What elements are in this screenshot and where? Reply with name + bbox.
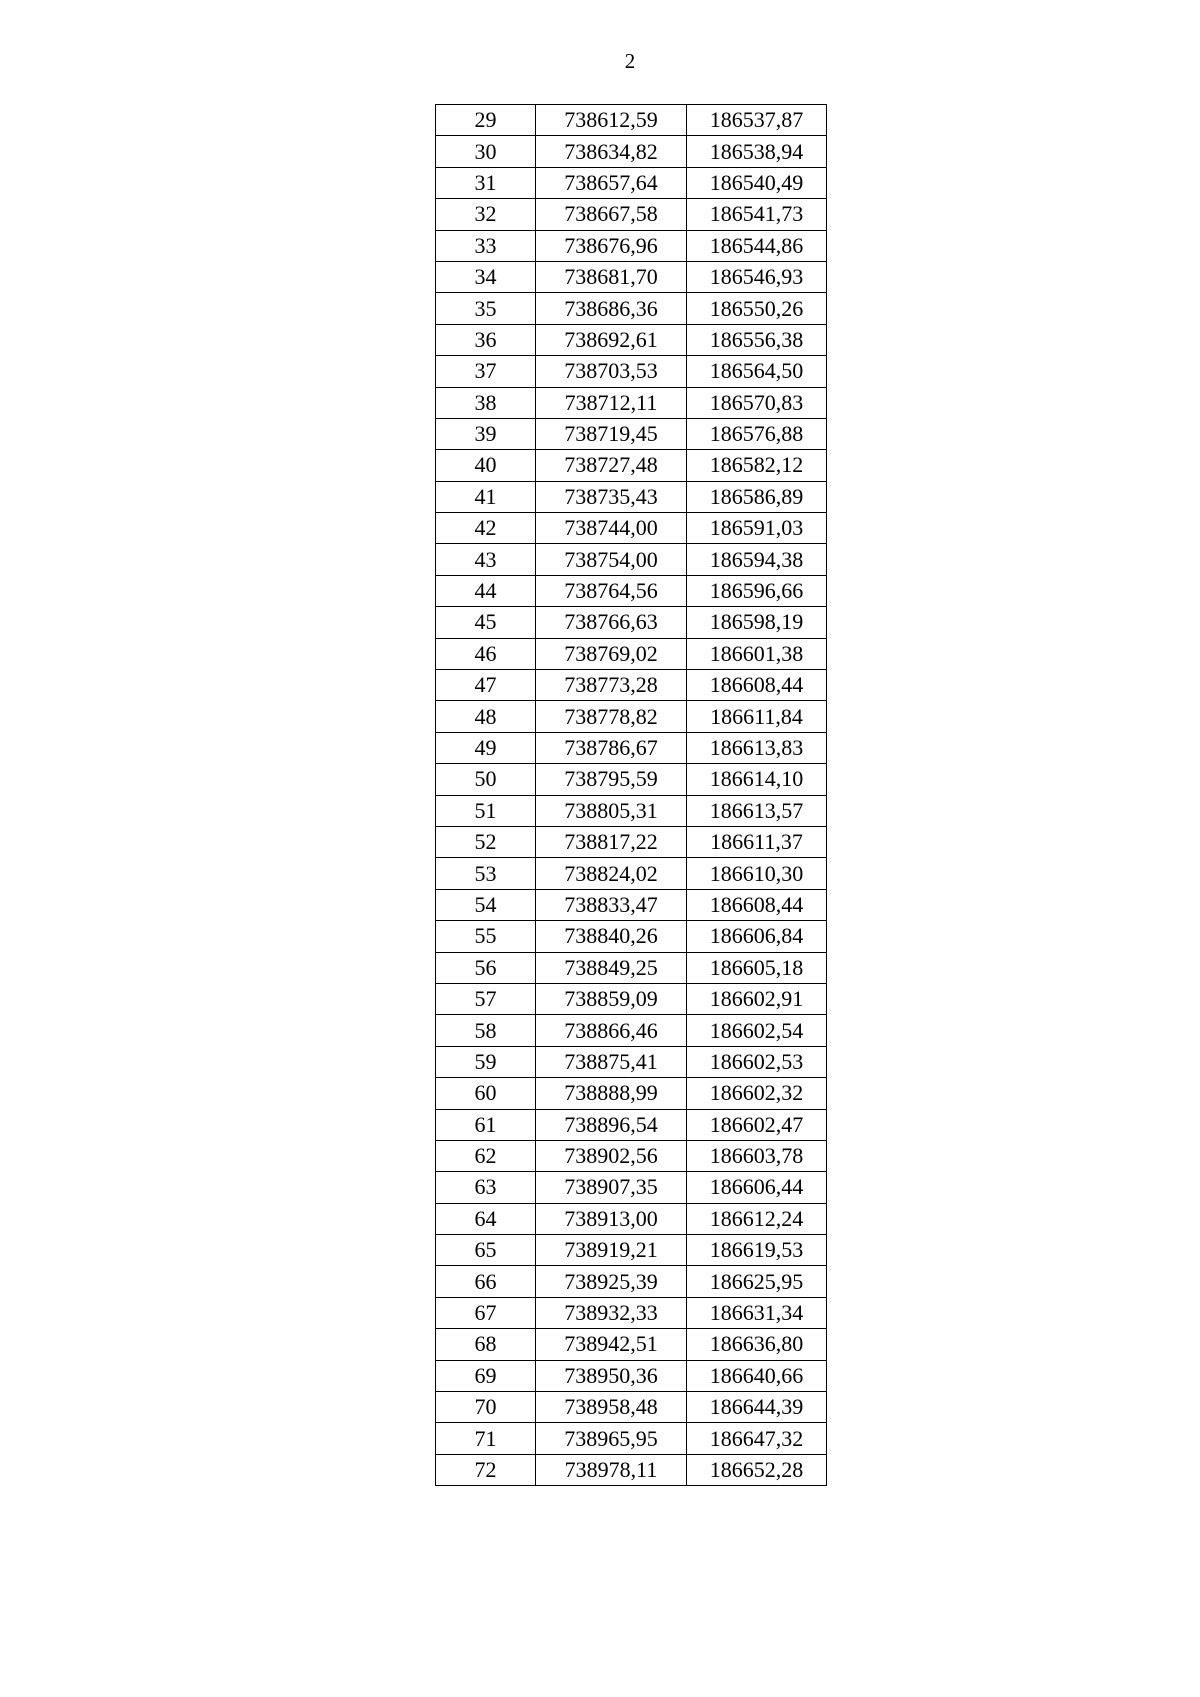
x-coordinate-cell: 738902,56 <box>536 1140 687 1171</box>
table-row <box>436 921 827 952</box>
y-coordinate-cell: 186612,24 <box>687 1203 827 1234</box>
y-coordinate-cell: 186582,12 <box>687 450 827 481</box>
table-row <box>436 230 827 261</box>
point-number-cell: 35 <box>436 293 536 324</box>
table-row <box>436 858 827 889</box>
x-coordinate-cell: 738932,33 <box>536 1297 687 1328</box>
point-number-cell: 47 <box>436 670 536 701</box>
x-coordinate-cell: 738866,46 <box>536 1015 687 1046</box>
y-coordinate-cell: 186613,83 <box>687 732 827 763</box>
x-coordinate-cell: 738958,48 <box>536 1392 687 1423</box>
x-coordinate-cell: 738712,11 <box>536 387 687 418</box>
table-row <box>436 670 827 701</box>
table-row <box>436 732 827 763</box>
point-number-cell: 66 <box>436 1266 536 1297</box>
x-coordinate-cell: 738859,09 <box>536 983 687 1014</box>
y-coordinate-cell: 186608,44 <box>687 889 827 920</box>
x-coordinate-cell: 738978,11 <box>536 1454 687 1485</box>
point-number-cell: 49 <box>436 732 536 763</box>
point-number-cell: 48 <box>436 701 536 732</box>
y-coordinate-cell: 186564,50 <box>687 356 827 387</box>
y-coordinate-cell: 186640,66 <box>687 1360 827 1391</box>
x-coordinate-cell: 738913,00 <box>536 1203 687 1234</box>
x-coordinate-cell: 738735,43 <box>536 481 687 512</box>
y-coordinate-cell: 186598,19 <box>687 607 827 638</box>
point-number-cell: 40 <box>436 450 536 481</box>
point-number-cell: 62 <box>436 1140 536 1171</box>
x-coordinate-cell: 738764,56 <box>536 575 687 606</box>
y-coordinate-cell: 186614,10 <box>687 764 827 795</box>
y-coordinate-cell: 186594,38 <box>687 544 827 575</box>
y-coordinate-cell: 186647,32 <box>687 1423 827 1454</box>
table-row <box>436 1109 827 1140</box>
point-number-cell: 44 <box>436 575 536 606</box>
table-row <box>436 1015 827 1046</box>
table-row <box>436 261 827 292</box>
point-number-cell: 30 <box>436 136 536 167</box>
point-number-cell: 43 <box>436 544 536 575</box>
y-coordinate-cell: 186541,73 <box>687 199 827 230</box>
y-coordinate-cell: 186611,84 <box>687 701 827 732</box>
y-coordinate-cell: 186602,32 <box>687 1078 827 1109</box>
point-number-cell: 33 <box>436 230 536 261</box>
x-coordinate-cell: 738875,41 <box>536 1046 687 1077</box>
table-row <box>436 450 827 481</box>
table-row <box>436 293 827 324</box>
point-number-cell: 54 <box>436 889 536 920</box>
point-number-cell: 56 <box>436 952 536 983</box>
x-coordinate-cell: 738686,36 <box>536 293 687 324</box>
point-number-cell: 59 <box>436 1046 536 1077</box>
table-row <box>436 1266 827 1297</box>
y-coordinate-cell: 186636,80 <box>687 1329 827 1360</box>
point-number-cell: 31 <box>436 167 536 198</box>
table-row <box>436 136 827 167</box>
point-number-cell: 55 <box>436 921 536 952</box>
x-coordinate-cell: 738703,53 <box>536 356 687 387</box>
y-coordinate-cell: 186556,38 <box>687 324 827 355</box>
x-coordinate-cell: 738657,64 <box>536 167 687 198</box>
table-row <box>436 701 827 732</box>
y-coordinate-cell: 186625,95 <box>687 1266 827 1297</box>
x-coordinate-cell: 738925,39 <box>536 1266 687 1297</box>
y-coordinate-cell: 186606,84 <box>687 921 827 952</box>
table-row <box>436 1235 827 1266</box>
point-number-cell: 51 <box>436 795 536 826</box>
table-row <box>436 1329 827 1360</box>
x-coordinate-cell: 738681,70 <box>536 261 687 292</box>
x-coordinate-cell: 738612,59 <box>536 105 687 136</box>
x-coordinate-cell: 738727,48 <box>536 450 687 481</box>
y-coordinate-cell: 186605,18 <box>687 952 827 983</box>
table-row <box>436 105 827 136</box>
point-number-cell: 57 <box>436 983 536 1014</box>
x-coordinate-cell: 738805,31 <box>536 795 687 826</box>
y-coordinate-cell: 186603,78 <box>687 1140 827 1171</box>
table-row <box>436 1046 827 1077</box>
table-row <box>436 1423 827 1454</box>
x-coordinate-cell: 738667,58 <box>536 199 687 230</box>
x-coordinate-cell: 738942,51 <box>536 1329 687 1360</box>
y-coordinate-cell: 186586,89 <box>687 481 827 512</box>
point-number-cell: 50 <box>436 764 536 795</box>
y-coordinate-cell: 186570,83 <box>687 387 827 418</box>
table-row <box>436 544 827 575</box>
x-coordinate-cell: 738766,63 <box>536 607 687 638</box>
y-coordinate-cell: 186606,44 <box>687 1172 827 1203</box>
point-number-cell: 37 <box>436 356 536 387</box>
y-coordinate-cell: 186540,49 <box>687 167 827 198</box>
table-row <box>436 1360 827 1391</box>
point-number-cell: 39 <box>436 418 536 449</box>
table-row <box>436 1392 827 1423</box>
table-row <box>436 889 827 920</box>
point-number-cell: 71 <box>436 1423 536 1454</box>
y-coordinate-cell: 186613,57 <box>687 795 827 826</box>
y-coordinate-cell: 186544,86 <box>687 230 827 261</box>
table-row <box>436 1078 827 1109</box>
x-coordinate-cell: 738888,99 <box>536 1078 687 1109</box>
x-coordinate-cell: 738965,95 <box>536 1423 687 1454</box>
x-coordinate-cell: 738754,00 <box>536 544 687 575</box>
y-coordinate-cell: 186591,03 <box>687 513 827 544</box>
table-row <box>436 983 827 1014</box>
x-coordinate-cell: 738950,36 <box>536 1360 687 1391</box>
y-coordinate-cell: 186619,53 <box>687 1235 827 1266</box>
table-row <box>436 199 827 230</box>
x-coordinate-cell: 738849,25 <box>536 952 687 983</box>
table-row <box>436 1297 827 1328</box>
x-coordinate-cell: 738744,00 <box>536 513 687 544</box>
x-coordinate-cell: 738840,26 <box>536 921 687 952</box>
y-coordinate-cell: 186602,53 <box>687 1046 827 1077</box>
table-row <box>436 513 827 544</box>
table-row <box>436 356 827 387</box>
x-coordinate-cell: 738769,02 <box>536 638 687 669</box>
y-coordinate-cell: 186538,94 <box>687 136 827 167</box>
table-row <box>436 607 827 638</box>
point-number-cell: 38 <box>436 387 536 418</box>
y-coordinate-cell: 186546,93 <box>687 261 827 292</box>
point-number-cell: 34 <box>436 261 536 292</box>
x-coordinate-cell: 738896,54 <box>536 1109 687 1140</box>
y-coordinate-cell: 186608,44 <box>687 670 827 701</box>
x-coordinate-cell: 738907,35 <box>536 1172 687 1203</box>
y-coordinate-cell: 186652,28 <box>687 1454 827 1485</box>
x-coordinate-cell: 738773,28 <box>536 670 687 701</box>
y-coordinate-cell: 186602,91 <box>687 983 827 1014</box>
table-row <box>436 1203 827 1234</box>
coordinates-table <box>435 104 827 1486</box>
point-number-cell: 42 <box>436 513 536 544</box>
x-coordinate-cell: 738833,47 <box>536 889 687 920</box>
point-number-cell: 45 <box>436 607 536 638</box>
table-row <box>436 324 827 355</box>
table-row <box>436 826 827 857</box>
x-coordinate-cell: 738817,22 <box>536 826 687 857</box>
y-coordinate-cell: 186596,66 <box>687 575 827 606</box>
table-row <box>436 952 827 983</box>
table-row <box>436 1172 827 1203</box>
table-row <box>436 1454 827 1485</box>
y-coordinate-cell: 186611,37 <box>687 826 827 857</box>
point-number-cell: 41 <box>436 481 536 512</box>
x-coordinate-cell: 738919,21 <box>536 1235 687 1266</box>
point-number-cell: 36 <box>436 324 536 355</box>
table-row <box>436 638 827 669</box>
y-coordinate-cell: 186631,34 <box>687 1297 827 1328</box>
coordinates-table-body <box>436 105 827 1486</box>
x-coordinate-cell: 738676,96 <box>536 230 687 261</box>
table-row <box>436 481 827 512</box>
point-number-cell: 67 <box>436 1297 536 1328</box>
point-number-cell: 68 <box>436 1329 536 1360</box>
point-number-cell: 70 <box>436 1392 536 1423</box>
x-coordinate-cell: 738778,82 <box>536 701 687 732</box>
y-coordinate-cell: 186610,30 <box>687 858 827 889</box>
point-number-cell: 32 <box>436 199 536 230</box>
x-coordinate-cell: 738719,45 <box>536 418 687 449</box>
x-coordinate-cell: 738824,02 <box>536 858 687 889</box>
point-number-cell: 29 <box>436 105 536 136</box>
y-coordinate-cell: 186602,54 <box>687 1015 827 1046</box>
table-row <box>436 167 827 198</box>
point-number-cell: 60 <box>436 1078 536 1109</box>
x-coordinate-cell: 738692,61 <box>536 324 687 355</box>
x-coordinate-cell: 738634,82 <box>536 136 687 167</box>
point-number-cell: 58 <box>436 1015 536 1046</box>
point-number-cell: 52 <box>436 826 536 857</box>
table-row <box>436 575 827 606</box>
point-number-cell: 46 <box>436 638 536 669</box>
x-coordinate-cell: 738795,59 <box>536 764 687 795</box>
y-coordinate-cell: 186576,88 <box>687 418 827 449</box>
point-number-cell: 61 <box>436 1109 536 1140</box>
point-number-cell: 72 <box>436 1454 536 1485</box>
page-number: 2 <box>624 49 636 73</box>
table-row <box>436 795 827 826</box>
point-number-cell: 65 <box>436 1235 536 1266</box>
table-row <box>436 1140 827 1171</box>
table-row <box>436 764 827 795</box>
y-coordinate-cell: 186644,39 <box>687 1392 827 1423</box>
point-number-cell: 69 <box>436 1360 536 1391</box>
y-coordinate-cell: 186602,47 <box>687 1109 827 1140</box>
table-row <box>436 418 827 449</box>
table-row <box>436 387 827 418</box>
y-coordinate-cell: 186550,26 <box>687 293 827 324</box>
point-number-cell: 63 <box>436 1172 536 1203</box>
point-number-cell: 53 <box>436 858 536 889</box>
point-number-cell: 64 <box>436 1203 536 1234</box>
y-coordinate-cell: 186537,87 <box>687 105 827 136</box>
y-coordinate-cell: 186601,38 <box>687 638 827 669</box>
x-coordinate-cell: 738786,67 <box>536 732 687 763</box>
